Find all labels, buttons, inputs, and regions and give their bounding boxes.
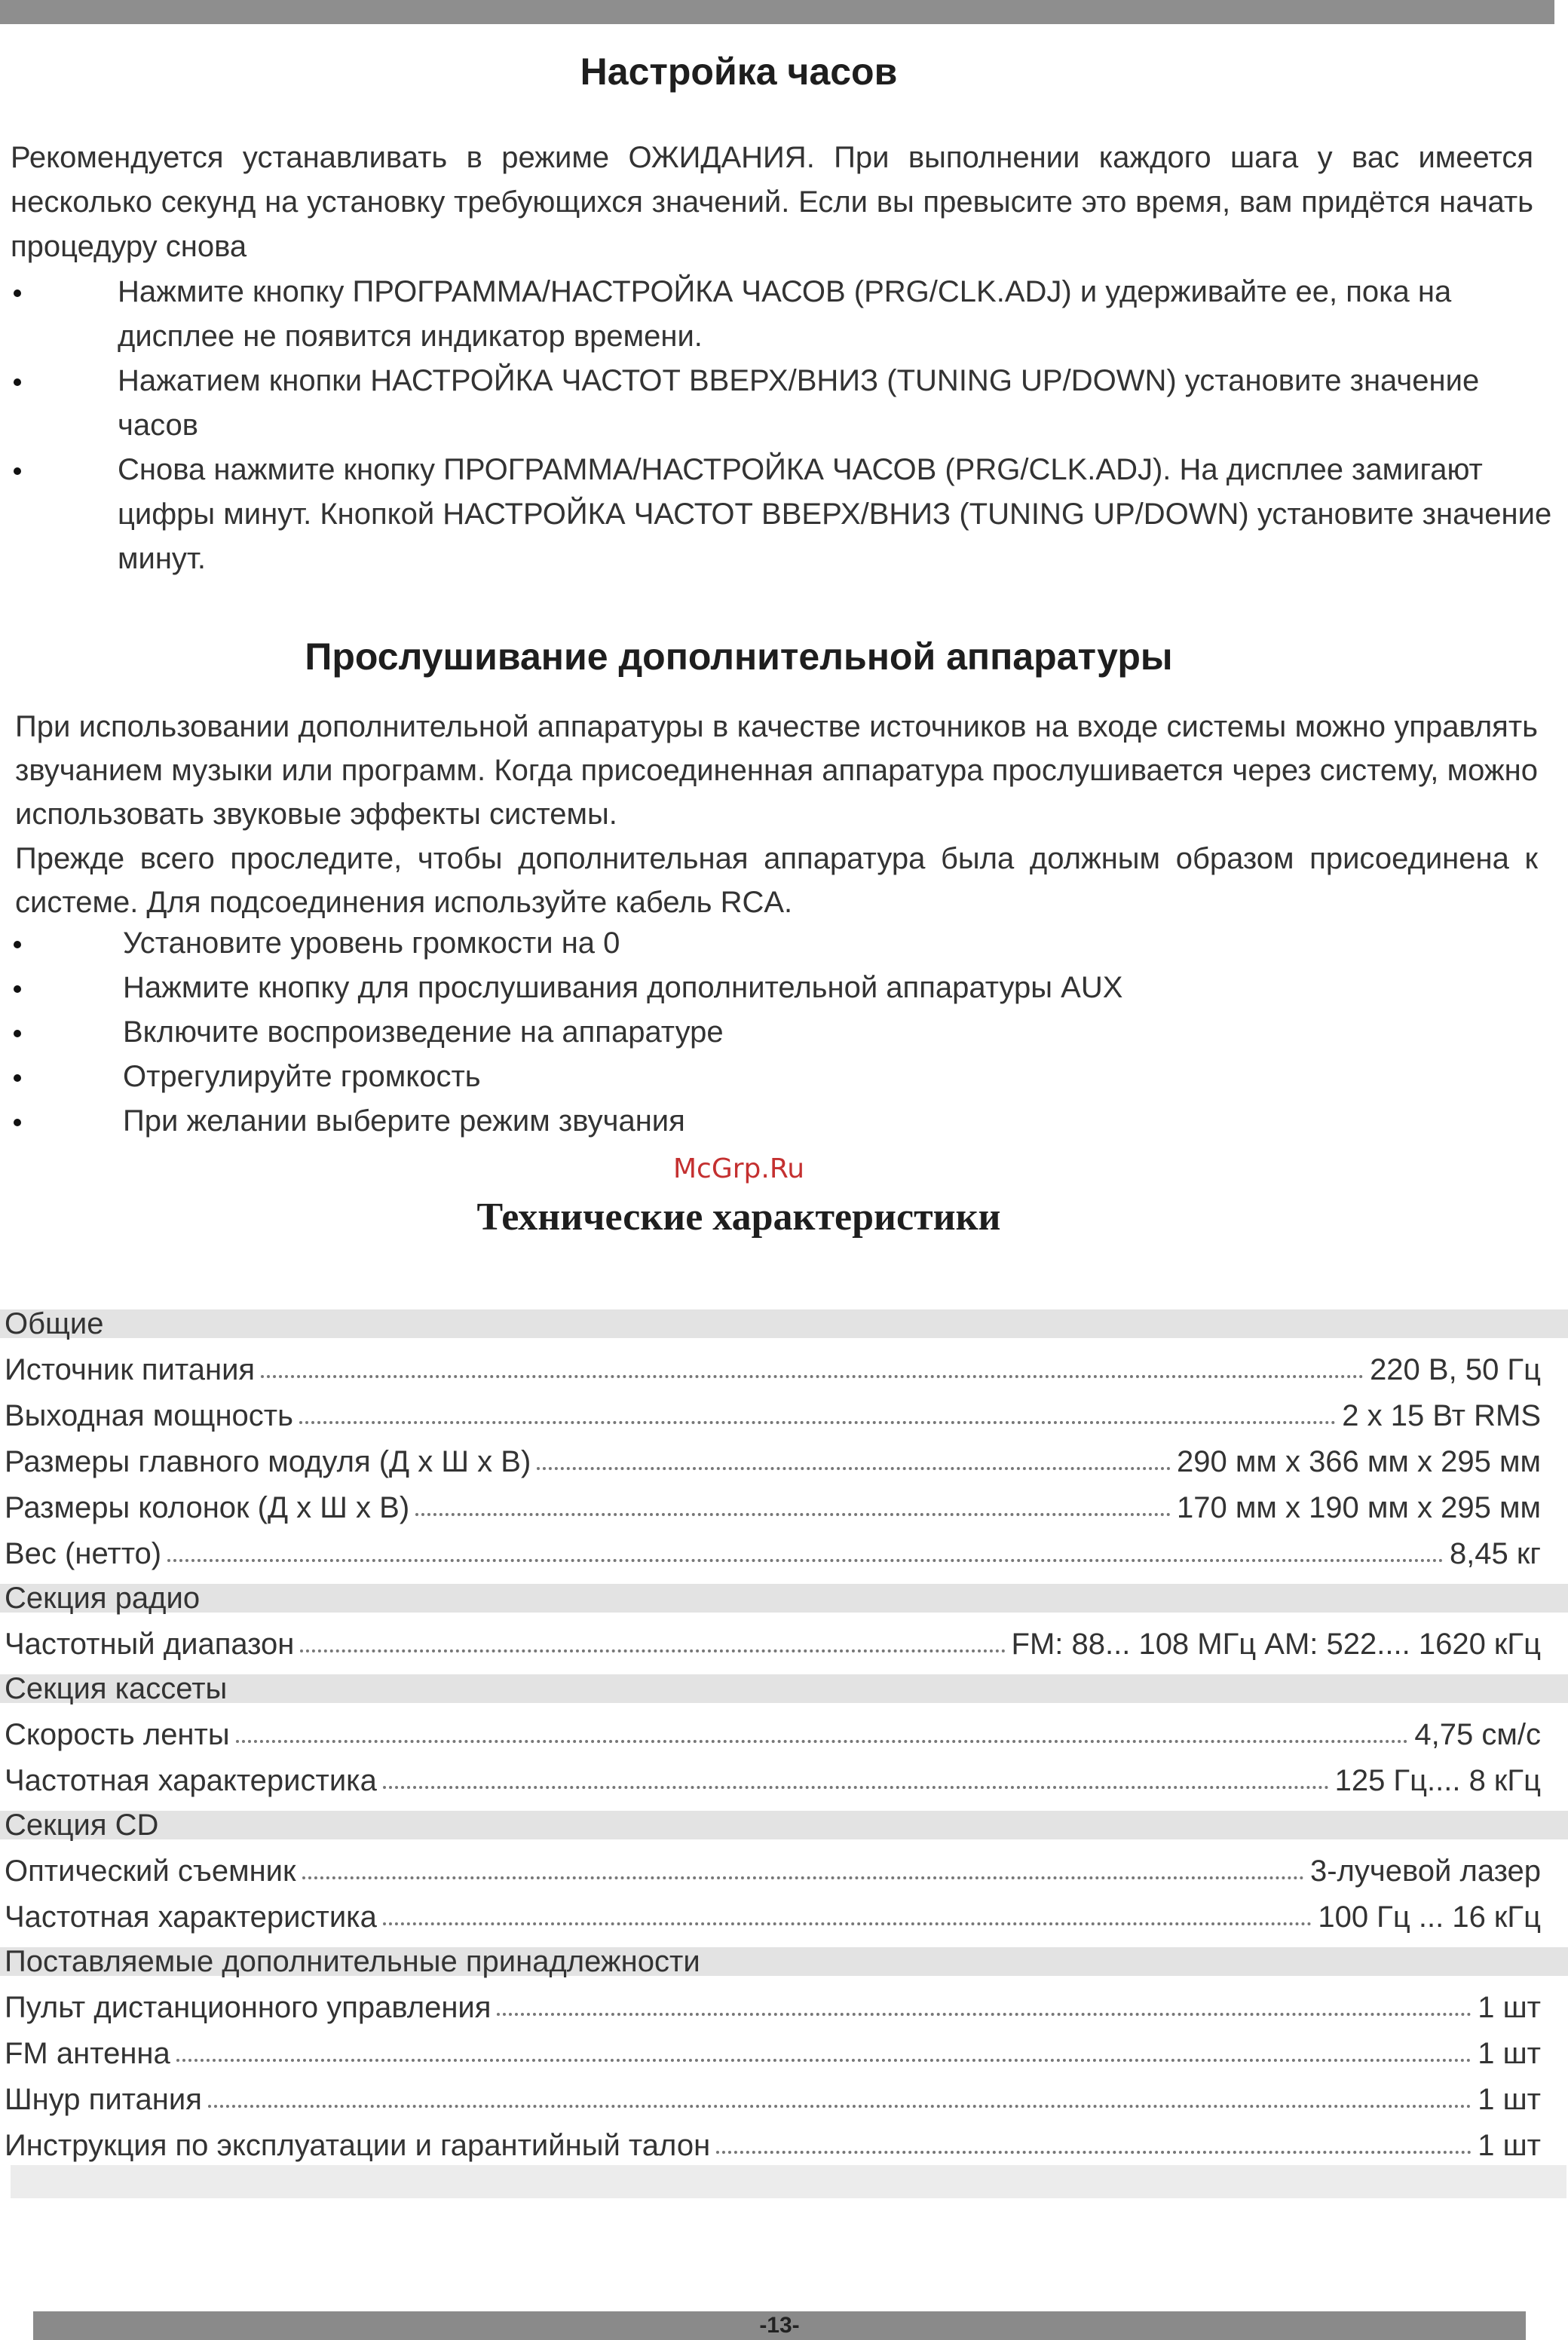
spec-heading-label: Общие <box>5 1307 104 1340</box>
spec-label: Вес (нетто) <box>5 1537 162 1570</box>
spec-section-heading <box>0 1934 1568 1979</box>
bullet-icon <box>14 941 21 948</box>
dot-leader <box>208 2105 1472 2108</box>
spec-section-heading <box>0 1571 1568 1616</box>
spec-heading-label: Секция CD <box>5 1809 159 1842</box>
spec-section-heading <box>0 1798 1568 1842</box>
list-item: Нажатием кнопки НАСТРОЙКА ЧАСТОТ ВВЕРХ/ВНИЗ (TUNING UP/DOWN) установите значение часов <box>0 359 1553 448</box>
bullet-icon <box>14 1030 21 1037</box>
table-row <box>0 1387 1568 1433</box>
spec-label: Размеры колонок (Д х Ш х В) <box>5 1491 410 1524</box>
table-row <box>0 1479 1568 1525</box>
spec-heading-shade <box>0 1309 1568 1338</box>
dot-leader <box>302 1876 1304 1879</box>
spec-value: 220 В, 50 Гц <box>1370 1353 1541 1386</box>
bullet-icon <box>14 1074 21 1082</box>
spec-label: Скорость ленты <box>5 1718 230 1751</box>
bullet-icon <box>14 985 21 993</box>
spec-value: 1 шт <box>1478 1991 1541 2024</box>
dot-leader <box>236 1740 1409 1743</box>
list-item: Нажмите кнопку ПРОГРАММА/НАСТРОЙКА ЧАСОВ (PRG/CLK.ADJ) и удерживайте ее, пока на дисплее не появится индикатор времени. <box>0 270 1553 359</box>
table-row <box>0 1341 1568 1387</box>
table-row <box>0 1752 1568 1798</box>
clock-setup-title: Настройка часов <box>580 51 898 93</box>
table-row <box>0 2025 1568 2071</box>
spec-section-heading <box>0 1297 1568 1341</box>
dot-leader <box>383 1786 1329 1789</box>
spec-label: Пульт дистанционного управления <box>5 1991 492 2024</box>
specs-title: Технические характеристики <box>476 1196 1001 1239</box>
spec-label: Размеры главного модуля (Д х Ш х В) <box>5 1445 531 1478</box>
spec-value: 125 Гц.... 8 кГц <box>1334 1764 1541 1797</box>
aux-paragraph-1: При использовании дополнительной аппаратуры в качестве источников на входе системы можно управлять звучанием музыки или программ. Когда присоединенная аппаратура прослушивается через систему, можно использовать звуковые эффекты системы. <box>15 710 1538 831</box>
spec-value: 2 х 15 Вт RMS <box>1342 1399 1541 1432</box>
table-row <box>0 1888 1568 1934</box>
bullet-icon <box>14 378 21 386</box>
spec-label: Инструкция по эксплуатации и гарантийный талон <box>5 2129 711 2162</box>
bullet-icon <box>14 289 21 297</box>
clock-steps-list <box>0 270 1553 581</box>
spec-label: Частотная характеристика <box>5 1900 377 1934</box>
spec-label: Частотный диапазон <box>5 1628 295 1661</box>
spec-value: 100 Гц ... 16 кГц <box>1318 1900 1541 1934</box>
spec-label: Оптический съемник <box>5 1855 296 1888</box>
spec-value: 1 шт <box>1478 2037 1541 2070</box>
table-row <box>0 1979 1568 2025</box>
spec-section-heading <box>0 1662 1568 1706</box>
dot-leader <box>415 1513 1171 1516</box>
spec-value: 4,75 см/с <box>1414 1718 1541 1751</box>
bullet-icon <box>14 1119 21 1126</box>
table-row <box>0 1433 1568 1479</box>
spec-value: 290 мм х 366 мм х 295 мм <box>1176 1445 1541 1478</box>
list-item: При желании выберите режим звучания <box>0 1099 1553 1144</box>
spec-heading-shade <box>0 1584 1568 1613</box>
spec-label: FM антенна <box>5 2037 170 2070</box>
footer-shade <box>11 2165 1566 2198</box>
list-item: Отрегулируйте громкость <box>0 1055 1553 1099</box>
spec-heading-shade <box>0 1811 1568 1839</box>
spec-label: Частотная характеристика <box>5 1764 377 1797</box>
specs-table <box>0 1297 1568 2163</box>
spec-heading-shade <box>0 1674 1568 1703</box>
dot-leader <box>383 1922 1312 1925</box>
spec-label: Выходная мощность <box>5 1399 293 1432</box>
aux-steps-list <box>0 921 1553 1144</box>
table-row <box>0 2117 1568 2163</box>
list-item: Установите уровень громкости на 0 <box>0 921 1553 966</box>
spec-value: 8,45 кг <box>1449 1537 1541 1570</box>
spec-label: Источник питания <box>5 1353 256 1386</box>
dot-leader <box>716 2151 1472 2154</box>
spec-heading-label: Секция радио <box>5 1582 201 1615</box>
table-row <box>0 2071 1568 2117</box>
aux-title: Прослушивание дополнительной аппаратуры <box>305 636 1173 678</box>
spec-heading-label: Поставляемые дополнительные принадлежности <box>5 1945 700 1978</box>
dot-leader <box>300 1649 1005 1652</box>
spec-value: 1 шт <box>1478 2129 1541 2162</box>
spec-value: FM: 88... 108 МГц AM: 522.... 1620 кГц <box>1011 1628 1541 1661</box>
page-number: -13- <box>759 2313 800 2338</box>
list-item: Включите воспроизведение на аппаратуре <box>0 1010 1553 1055</box>
clock-setup-intro: Рекомендуется устанавливать в режиме ОЖИДАНИЯ. При выполнении каждого шага у вас имеется несколько секунд на установку требующихся значений. Если вы превысите это время, вам придётся начать процедуру снова <box>11 141 1533 263</box>
bullet-icon <box>14 467 21 475</box>
spec-value: 170 мм х 190 мм х 295 мм <box>1176 1491 1541 1524</box>
dot-leader <box>497 2013 1472 2016</box>
aux-paragraph-2: Прежде всего проследите, чтобы дополнительная аппаратура была должным образом присоединена к системе. Для подсоединения используйте кабель RCA. <box>15 842 1538 919</box>
table-row <box>0 1706 1568 1752</box>
table-row <box>0 1525 1568 1571</box>
top-header-bar <box>0 0 1554 24</box>
spec-label: Шнур питания <box>5 2083 202 2116</box>
watermark-text: McGrp.Ru <box>672 1153 805 1184</box>
dot-leader <box>176 2059 1472 2062</box>
table-row <box>0 1616 1568 1662</box>
table-row <box>0 1842 1568 1888</box>
dot-leader <box>167 1559 1444 1562</box>
dot-leader <box>299 1421 1336 1424</box>
dot-leader <box>537 1467 1171 1470</box>
footer-bar <box>33 2311 1526 2340</box>
spec-heading-label: Секция кассеты <box>5 1672 228 1705</box>
dot-leader <box>261 1375 1364 1378</box>
spec-value: 3-лучевой лазер <box>1309 1855 1541 1888</box>
list-item: Нажмите кнопку для прослушивания дополнительной аппаратуры AUX <box>0 966 1553 1010</box>
list-item: Снова нажмите кнопку ПРОГРАММА/НАСТРОЙКА ЧАСОВ (PRG/CLK.ADJ). На дисплее замигают цифры минут. Кнопкой НАСТРОЙКА ЧАСТОТ ВВЕРХ/ВНИЗ (TUNING UP/DOWN) установите значение минут. <box>0 448 1553 581</box>
spec-value: 1 шт <box>1478 2083 1541 2116</box>
